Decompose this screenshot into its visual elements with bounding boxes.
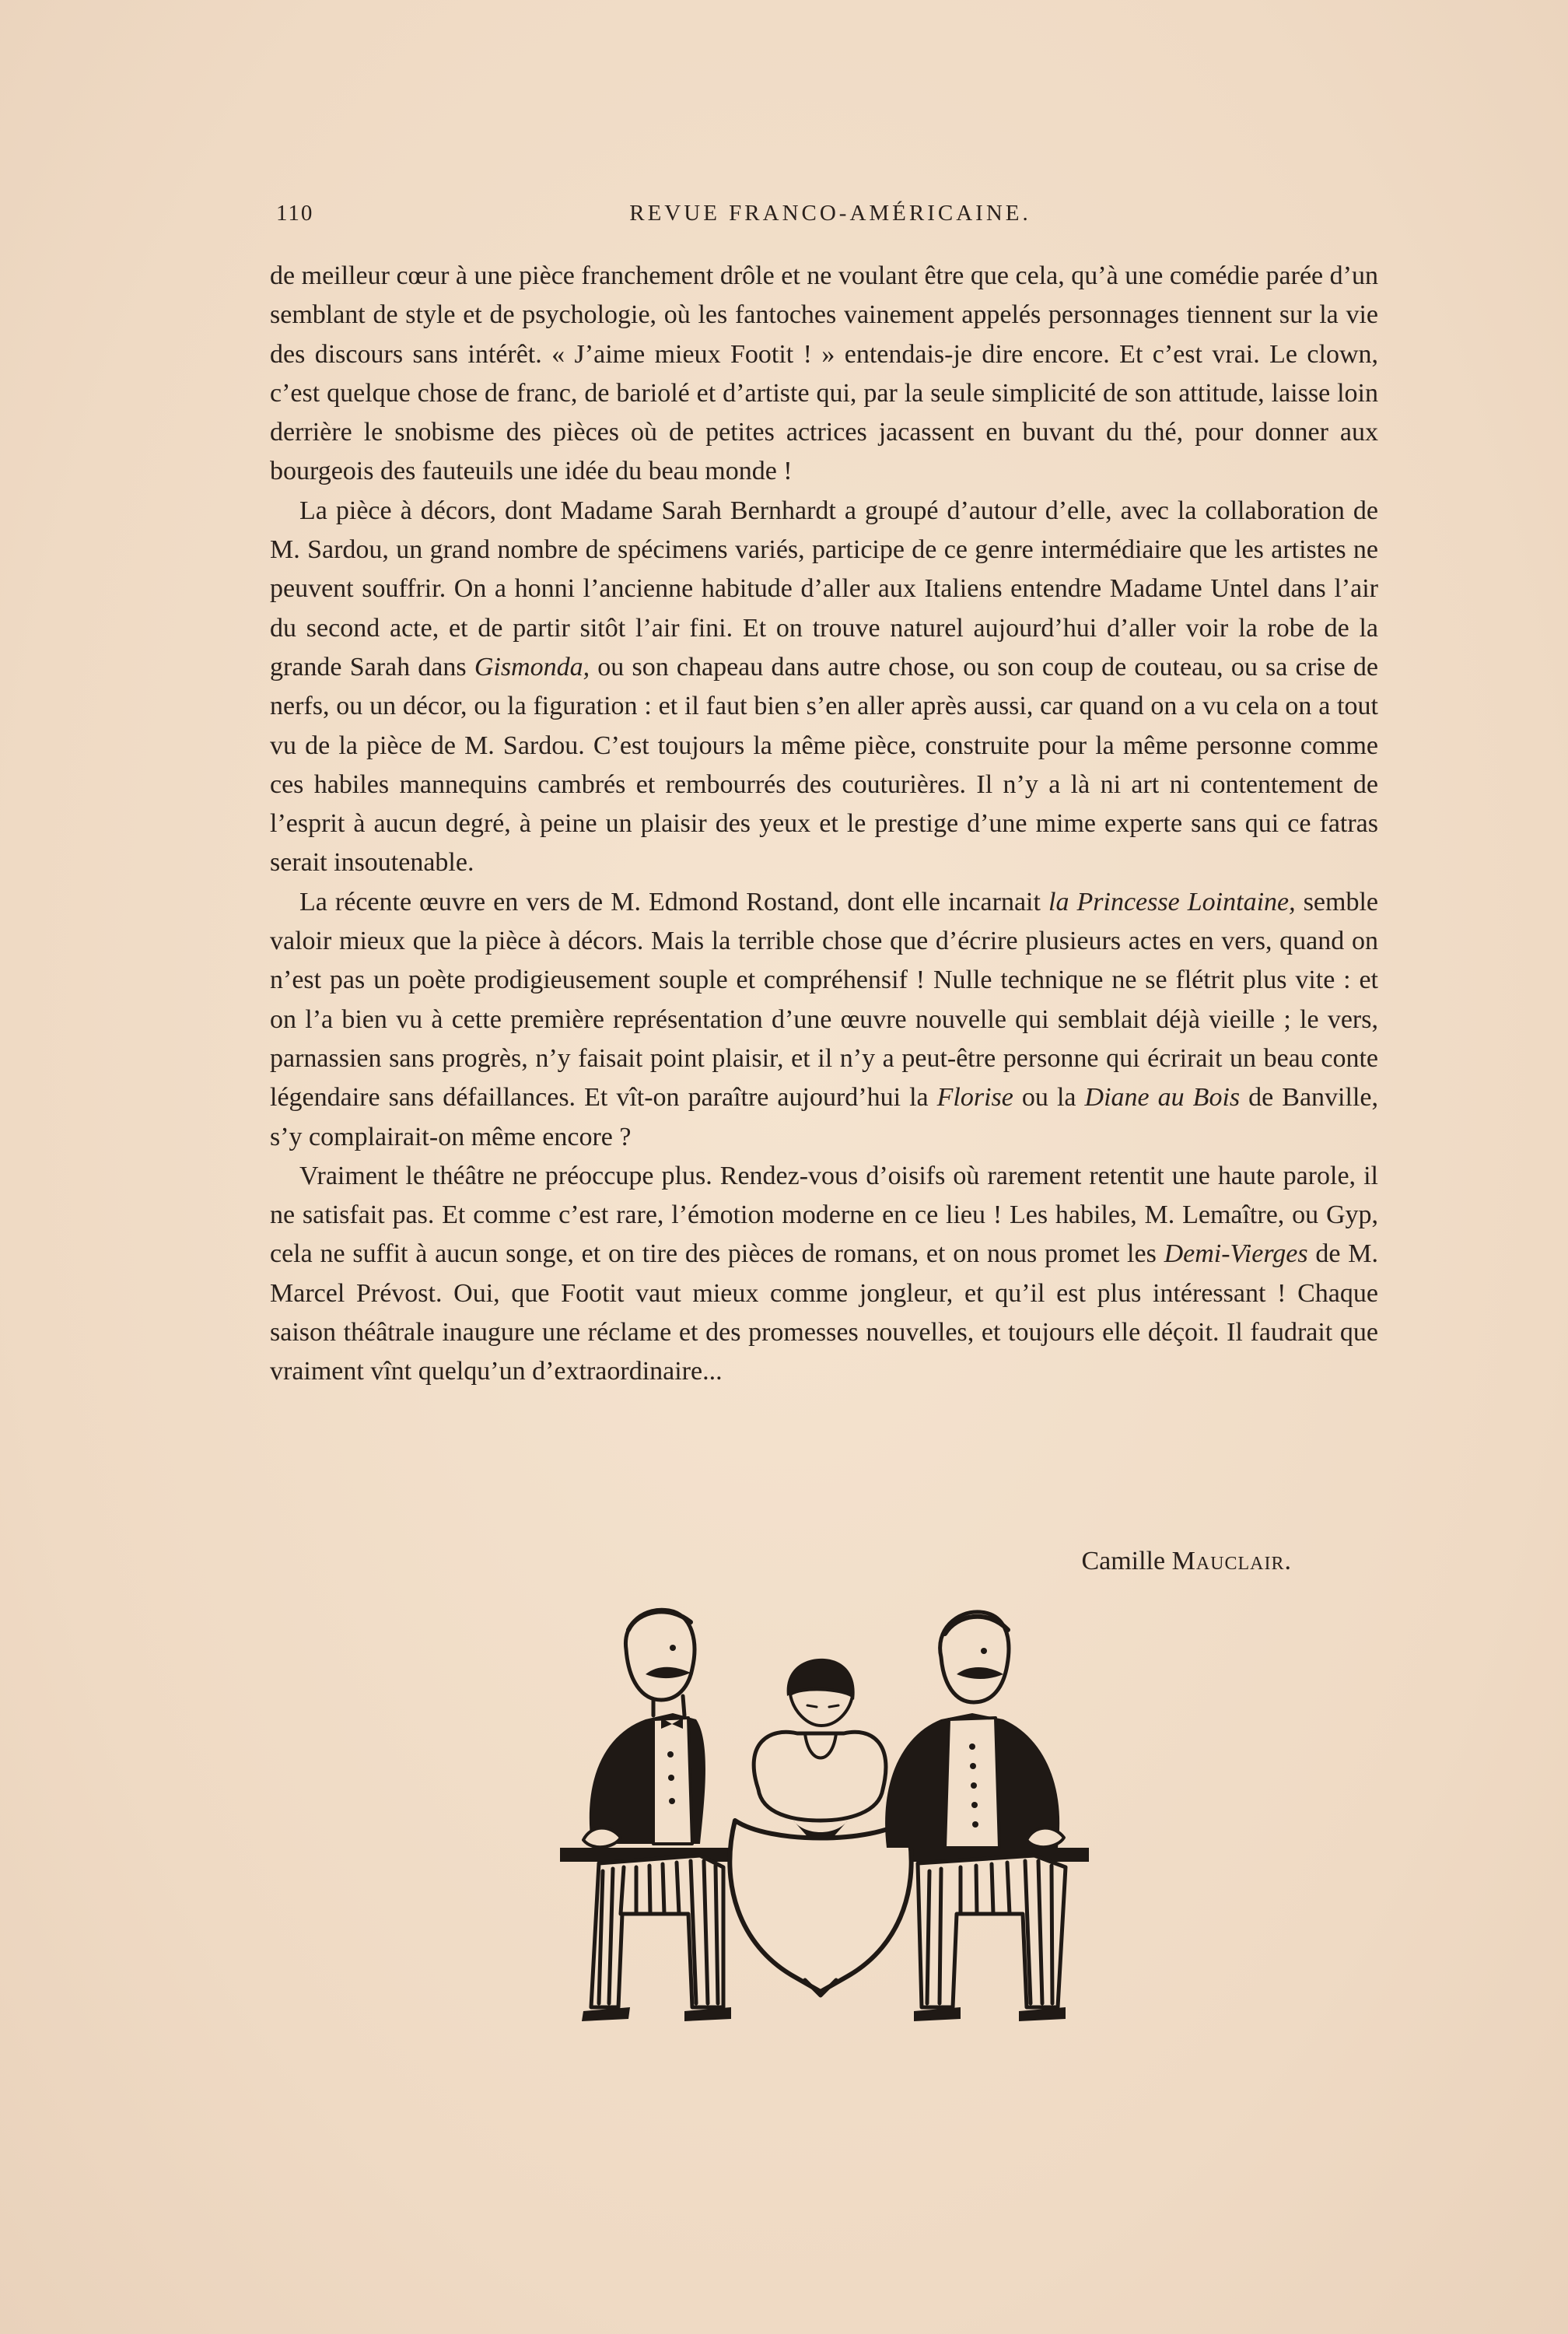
paragraph-4-text-b: de M. Marcel Prévost. Oui, que Footit vaut mieux comme jongleur, et qu’il est plus intéressant ! Chaque saison théâtrale inaugure une réclame et des promesses nouvelles, et toujours elle déçoit. Il faudrait que vraiment vînt quelqu’un d’extraordinaire...	[270, 1239, 1378, 1386]
right-man	[885, 1612, 1066, 2021]
bench-figures-illustration	[537, 1587, 1112, 2023]
title-demi-vierges: Demi-Vierges	[1164, 1239, 1308, 1269]
title-gismonda: Gismonda,	[474, 652, 590, 682]
paragraph-3-text-b: semble valoir mieux que la pièce à décors. Mais la terrible chose que d’écrire plusieurs actes en vers, quand on n’est pas un poète prodigieusement souple et compréhensif ! Nulle technique ne se flétrit plus vite : et on l’a bien vu à cette première représentation d’une œuvre nouvelle qui semblait déjà vieille ; le vers, parnassien sans progrès, n’y faisait point plaisir, et il n’y a peut-être personne qui écrirait un beau conte légendaire sans défaillances. Et vît-on paraître aujourd’hui la	[270, 887, 1379, 1113]
title-diane-au-bois: Diane au Bois	[1084, 1083, 1241, 1113]
paragraph-4	[270, 1157, 1378, 1392]
paragraph-1	[270, 257, 1378, 492]
left-man	[582, 1610, 731, 2021]
title-florise: Florise	[936, 1083, 1013, 1113]
title-princesse-lointaine: la Princesse Lointaine,	[1048, 887, 1296, 916]
paragraph-3-text-a: La récente œuvre en vers de M. Edmond Rostand, dont elle incarnait	[299, 887, 1048, 916]
article-body	[270, 257, 1378, 1392]
illustration-drawing	[537, 1587, 1112, 2023]
paragraph-2	[270, 492, 1378, 883]
running-title: REVUE FRANCO-AMÉRICAINE.	[629, 201, 1031, 226]
paragraph-3-text-d: de Banville, s’y complairait-on même encore ?	[270, 1083, 1378, 1151]
author-first-name: Camille	[1081, 1547, 1166, 1575]
paragraph-4-text-a: Vraiment le théâtre ne préoccupe plus. Rendez-vous d’oisifs où rarement retentit une haute parole, il ne satisfait pas. Et comme c’est rare, l’émotion moderne en ce lieu ! Les habiles, M. Lemaître, ou Gyp, cela ne suffit à aucun songe, et on tire des pièces de romans, et on nous promet les	[270, 1161, 1378, 1269]
author-last-name: Mauclair.	[1171, 1547, 1292, 1575]
page-number: 110	[276, 201, 314, 226]
paragraph-2-text-b: ou son chapeau dans autre chose, ou son coup de couteau, ou sa crise de nerfs, ou un décor, ou la figuration : et il faut bien s’en aller après aussi, car quand on a vu cela on a tout vu de la pièce de M. Sardou. C’est toujours la même pièce, construite pour la même personne comme ces habiles mannequins cambrés et rembourrés des couturières. Il n’y a là ni art ni contentement de l’esprit à aucun degré, à peine un plaisir des yeux et le prestige d’une mime experte sans qui ce fatras serait insoutenable.	[270, 652, 1378, 878]
paragraph-2-text-a: La pièce à décors, dont Madame Sarah Bernhardt a groupé d’autour d’elle, avec la collaboration de M. Sardou, un grand nombre de spécimens variés, participe de ce genre intermédiaire que les artistes ne peuvent souffrir. On a honni l’ancienne habitude d’aller aux Italiens entendre Madame Untel dans l’air du second acte, et de partir sitôt l’air fini. Et on trouve naturel aujourd’hui d’aller voir la robe de la grande Sarah dans	[270, 496, 1378, 682]
woman	[730, 1659, 911, 1996]
author-signature	[1081, 1542, 1292, 1581]
running-header	[276, 201, 1384, 235]
paragraph-1-text: de meilleur cœur à une pièce franchement drôle et ne voulant être que cela, qu’à une comédie parée d’un semblant de style et de psychologie, où les fantoches vainement appelés personnages tiennent sur la vie des discours sans intérêt. « J’aime mieux Footit ! » entendais-je dire encore. Et c’est vrai. Le clown, c’est quelque chose de franc, de bariolé et d’artiste qui, par la seule simplicité de son attitude, laisse loin derrière le snobisme des pièces où de petites actrices jacassent en buvant du thé, pour donner aux bourgeois des fauteuils une idée du beau monde !	[270, 261, 1378, 486]
paragraph-3-text-c: ou la	[1013, 1083, 1085, 1113]
paragraph-3	[270, 883, 1378, 1157]
